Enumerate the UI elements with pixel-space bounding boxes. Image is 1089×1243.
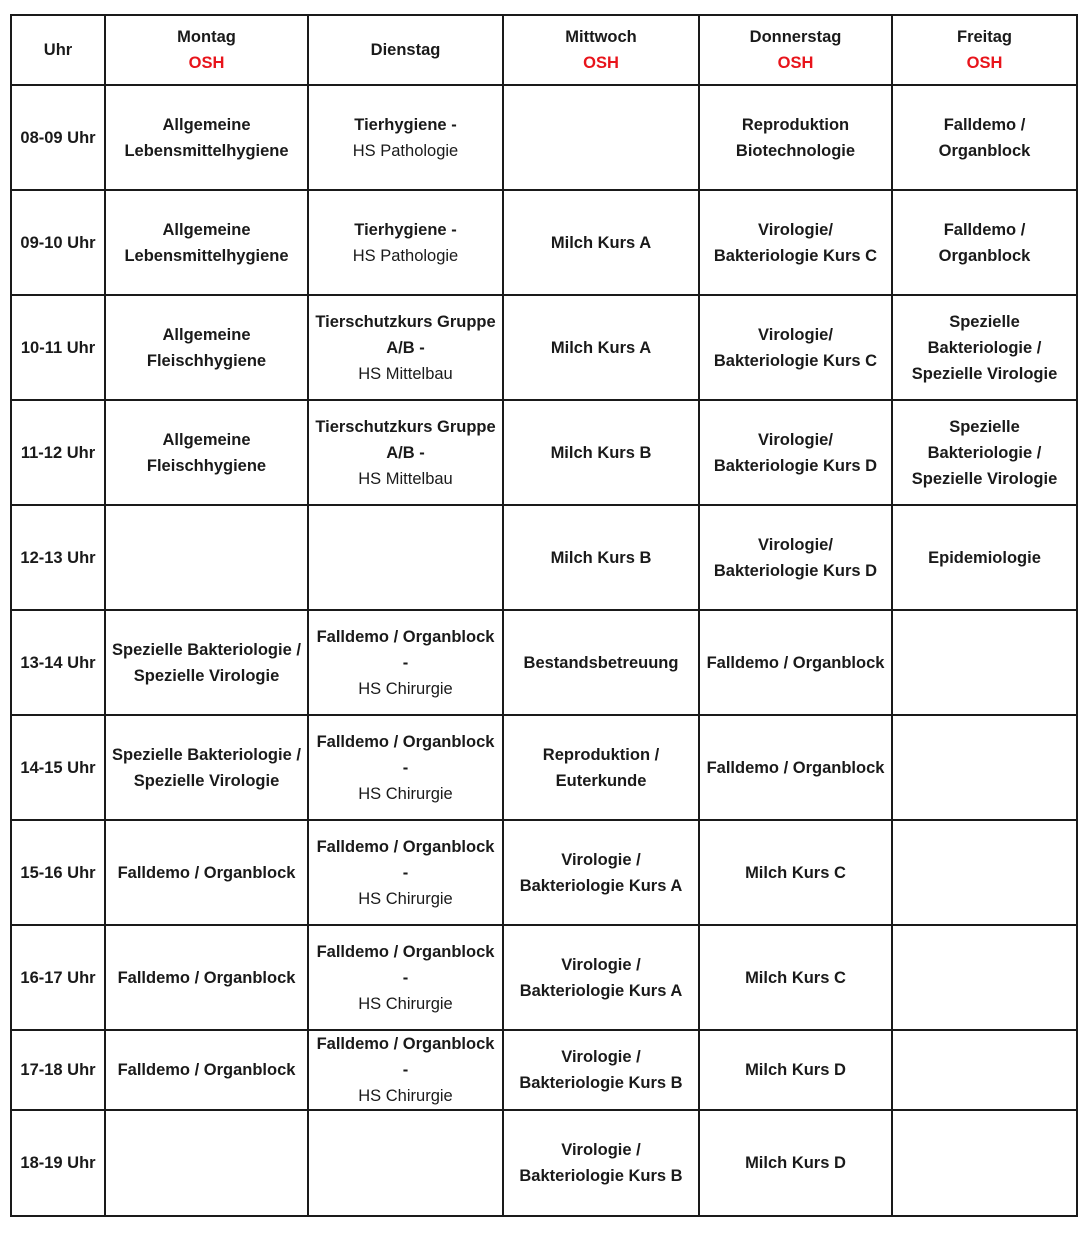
course-location: HS Pathologie xyxy=(352,141,459,160)
timetable-cell xyxy=(699,190,892,295)
course-title: Spezielle Bakteriologie / Spezielle Virologie xyxy=(112,745,301,790)
course-title: Falldemo / Organblock xyxy=(706,653,885,672)
time-slot: 14-15 Uhr xyxy=(11,715,105,820)
course-location: HS Chirurgie xyxy=(358,784,453,803)
timetable-cell xyxy=(503,85,699,190)
course-title: Spezielle Bakteriologie / Spezielle Virologie xyxy=(112,640,301,685)
course-location: HS Chirurgie xyxy=(358,1087,453,1105)
timetable-cell xyxy=(699,715,892,820)
course-title: Tierhygiene - xyxy=(354,220,457,239)
timetable-cell xyxy=(503,925,699,1030)
timetable-cell xyxy=(105,1110,308,1216)
timetable-cell xyxy=(892,925,1077,1030)
day-tag: OSH xyxy=(583,54,619,72)
timetable-row xyxy=(11,925,1077,1030)
timetable-cell xyxy=(503,820,699,925)
time-slot: 11-12 Uhr xyxy=(11,400,105,505)
timetable-cell xyxy=(892,400,1077,505)
course-title: Reproduktion / Euterkunde xyxy=(542,745,660,790)
timetable-cell xyxy=(308,820,503,925)
day-header-friday xyxy=(892,15,1077,85)
header-row xyxy=(11,15,1077,85)
day-name: Dienstag xyxy=(370,41,441,59)
timetable-cell xyxy=(892,85,1077,190)
day-name: Freitag xyxy=(956,28,1012,46)
course-title: Spezielle Bakteriologie / Spezielle Virologie xyxy=(911,417,1058,488)
timetable-cell xyxy=(503,610,699,715)
timetable-cell xyxy=(699,610,892,715)
timetable-cell xyxy=(699,1030,892,1110)
timetable-cell xyxy=(699,85,892,190)
timetable-cell xyxy=(308,295,503,400)
timetable-cell xyxy=(308,1030,503,1110)
course-title: Falldemo / Organblock xyxy=(117,863,296,882)
course-title: Epidemiologie xyxy=(928,548,1041,567)
timetable-cell xyxy=(308,400,503,505)
day-name: Donnerstag xyxy=(749,28,842,46)
day-tag: OSH xyxy=(188,54,225,72)
course-title: Allgemeine Lebensmittelhygiene xyxy=(124,220,289,265)
course-title: Spezielle Bakteriologie / Spezielle Virologie xyxy=(911,312,1058,383)
course-title: Allgemeine Lebensmittelhygiene xyxy=(124,115,289,160)
time-slot: 12-13 Uhr xyxy=(11,505,105,610)
course-title: Falldemo / Organblock xyxy=(117,1061,296,1079)
timetable-cell xyxy=(503,295,699,400)
day-header-wednesday xyxy=(503,15,699,85)
timetable-cell xyxy=(308,1110,503,1216)
timetable-row xyxy=(11,190,1077,295)
course-title: Falldemo / Organblock xyxy=(706,758,885,777)
timetable-cell xyxy=(699,925,892,1030)
timetable-cell xyxy=(308,715,503,820)
timetable-cell xyxy=(699,1110,892,1216)
timetable-cell xyxy=(892,1030,1077,1110)
timetable-cell xyxy=(105,295,308,400)
timetable-cell xyxy=(105,85,308,190)
timetable-cell xyxy=(105,715,308,820)
time-slot: 08-09 Uhr xyxy=(11,85,105,190)
timetable-cell xyxy=(699,505,892,610)
timetable-cell xyxy=(892,820,1077,925)
course-title: Falldemo / Organblock xyxy=(938,220,1031,265)
course-title: Falldemo / Organblock - xyxy=(316,1035,495,1079)
timetable-cell xyxy=(503,505,699,610)
timetable-cell xyxy=(105,610,308,715)
time-slot: 10-11 Uhr xyxy=(11,295,105,400)
course-title: Milch Kurs A xyxy=(550,233,652,252)
timetable-cell xyxy=(105,820,308,925)
course-title: Milch Kurs B xyxy=(550,548,652,567)
timetable-cell xyxy=(503,1030,699,1110)
course-title: Virologie / Bakteriologie Kurs A xyxy=(519,955,683,1000)
time-slot: 18-19 Uhr xyxy=(11,1110,105,1216)
timetable-cell xyxy=(503,190,699,295)
course-title: Tierschutzkurs Gruppe A/B - xyxy=(315,312,496,357)
timetable-row xyxy=(11,505,1077,610)
day-header-thursday xyxy=(699,15,892,85)
course-title: Falldemo / Organblock - xyxy=(316,627,495,672)
timetable-cell xyxy=(892,610,1077,715)
day-tag: OSH xyxy=(777,54,814,72)
course-title: Falldemo / Organblock xyxy=(117,968,296,987)
course-location: HS Pathologie xyxy=(352,246,459,265)
course-title: Tierschutzkurs Gruppe A/B - xyxy=(315,417,496,462)
timetable-cell xyxy=(892,1110,1077,1216)
timetable-cell xyxy=(105,190,308,295)
course-title: Virologie / Bakteriologie Kurs A xyxy=(519,850,683,895)
course-title: Reproduktion Biotechnologie xyxy=(735,115,856,160)
course-title: Virologie / Bakteriologie Kurs B xyxy=(519,1141,683,1185)
time-slot: 09-10 Uhr xyxy=(11,190,105,295)
course-title: Falldemo / Organblock - xyxy=(316,837,495,882)
course-location: HS Chirurgie xyxy=(358,994,453,1013)
timetable-cell xyxy=(892,295,1077,400)
timetable-cell xyxy=(699,820,892,925)
course-title: Falldemo / Organblock - xyxy=(316,732,495,777)
timetable-cell xyxy=(892,190,1077,295)
timetable-row xyxy=(11,85,1077,190)
timetable-cell xyxy=(699,400,892,505)
course-title: Virologie/ Bakteriologie Kurs D xyxy=(713,430,878,475)
day-header-monday xyxy=(105,15,308,85)
time-slot: 16-17 Uhr xyxy=(11,925,105,1030)
timetable-row xyxy=(11,1110,1077,1216)
timetable-cell xyxy=(503,715,699,820)
course-location: HS Mittelbau xyxy=(358,364,453,383)
timetable xyxy=(10,14,1078,1217)
course-title: Tierhygiene - xyxy=(354,115,457,134)
timetable-cell xyxy=(308,190,503,295)
course-title: Virologie/ Bakteriologie Kurs C xyxy=(713,325,878,370)
timetable-row xyxy=(11,610,1077,715)
timetable-cell xyxy=(892,505,1077,610)
course-title: Allgemeine Fleischhygiene xyxy=(146,325,267,370)
course-title: Milch Kurs C xyxy=(745,968,846,987)
course-title: Milch Kurs D xyxy=(745,1061,846,1079)
timetable-row xyxy=(11,400,1077,505)
course-location: HS Mittelbau xyxy=(358,469,453,488)
timetable-cell xyxy=(308,925,503,1030)
timetable-row xyxy=(11,295,1077,400)
timetable-cell xyxy=(308,610,503,715)
course-title: Bestandsbetreuung xyxy=(523,653,679,672)
day-name: Montag xyxy=(177,28,236,46)
timetable-cell xyxy=(503,1110,699,1216)
day-tag: OSH xyxy=(966,54,1003,72)
timetable-cell xyxy=(105,1030,308,1110)
timetable-cell xyxy=(105,925,308,1030)
course-title: Virologie / Bakteriologie Kurs B xyxy=(519,1048,683,1092)
course-location: HS Chirurgie xyxy=(358,889,453,908)
course-title: Falldemo / Organblock xyxy=(938,115,1031,160)
timetable-cell xyxy=(699,295,892,400)
timetable-cell xyxy=(105,505,308,610)
course-title: Falldemo / Organblock - xyxy=(316,942,495,987)
timetable-row xyxy=(11,1030,1077,1110)
course-title: Virologie/ Bakteriologie Kurs C xyxy=(713,220,878,265)
time-slot: 13-14 Uhr xyxy=(11,610,105,715)
course-title: Virologie/ Bakteriologie Kurs D xyxy=(713,535,878,580)
time-column-header: Uhr xyxy=(11,15,105,85)
timetable-cell xyxy=(308,85,503,190)
course-title: Milch Kurs B xyxy=(550,443,652,462)
day-name: Mittwoch xyxy=(565,28,637,46)
timetable-cell xyxy=(308,505,503,610)
timetable-row xyxy=(11,715,1077,820)
course-title: Milch Kurs A xyxy=(550,338,652,357)
course-title: Milch Kurs C xyxy=(745,863,846,882)
time-slot: 17-18 Uhr xyxy=(11,1030,105,1110)
course-title: Allgemeine Fleischhygiene xyxy=(146,430,267,475)
time-slot: 15-16 Uhr xyxy=(11,820,105,925)
timetable-cell xyxy=(503,400,699,505)
timetable-cell xyxy=(105,400,308,505)
timetable-row xyxy=(11,820,1077,925)
day-header-tuesday xyxy=(308,15,503,85)
timetable-cell xyxy=(892,715,1077,820)
course-location: HS Chirurgie xyxy=(358,679,453,698)
course-title: Milch Kurs D xyxy=(745,1154,846,1172)
